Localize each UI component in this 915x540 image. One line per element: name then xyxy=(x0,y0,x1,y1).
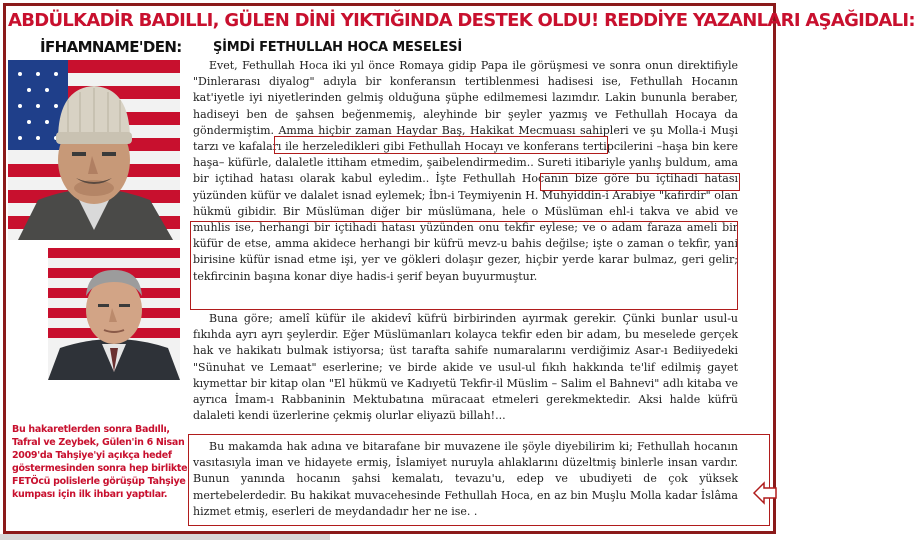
portrait-photo-gulen xyxy=(48,248,180,380)
headline: ABDÜLKADİR BADILLI, GÜLEN DİNİ YIKTIĞINDA DESTEK OLDU! REDDİYE YAZANLARI AŞAĞIDALI: xyxy=(8,10,915,31)
bottom-strip xyxy=(0,534,330,540)
article-paragraph-2 xyxy=(193,311,738,424)
paragraph-text: Evet, Fethullah Hoca iki yıl önce Romaya gidip Papa ile görüşmesi ve sonra onun direktifiyle "Dinlerarası diyalog" adıyla bir konferansın tertiblenmesi hadisesi ise, Fethullah Hocanın kat'iyetle iyi niyetlerinden gelmiş olduğuna şüphe edilmemesi lazımdır. Lakin bununla beraber, hadiseyi ben de şahsen beğenmemiş, aleyhinde bir şeyler yazmış ve Fethullah Hocaya da göndermiştim. Amma hiçbir zaman Haydar Baş, Hakikat Mecmuası sahipleri ve şu Molla-i Muşi tarzı ve kafaları ile herzeledikleri gibi Fethullah Hocayı ve konferans tertipcilerini –haşa bin kere haşa– küfürle, dalaletle ittiham etmedim, şaibelendirmedim.. Sureti itibariyle yanlış buldum, ama bir içtihad hatası olarak kabul eyledim.. İşte Fethullah Hocanın bize göre bu içtihadi hatası yüzünden küfür ve dalalet isnad eylemek; İbn-i Teymiyenin H. Muhyiddin-i Arabiye "kafirdir" olan hükmü gibidir. Bir Müslüman diğer bir müslümana, hele o Müslüman ehl-i takva ve abid ve muhlis ise, herhangi bir içtihadi hatası yüzünden onu tekfir eylese; ve o adam faraza ameli bir küfür de etse, amma akidece herhangi bir küfrü mevz-u bahis değilse; işte o zaman o tekfir, yani birisine küfür isnad etme işi, yer ve gökleri dolaşır gezer, hiçbir yerde karar bulmaz, geri gelir; tekfircinin başına konar diye hadis-i şerif beyan buyurmuştur. xyxy=(193,59,738,283)
paragraph-text: Buna göre; amelî küfür ile akidevî küfrü birbirinden ayırmak gerekir. Çünki bunlar usul-u fıkıhda ayrı ayrı şeylerdir. Eğer Müslümanları kolayca tekfir eden bir adam, bu meselede gerçek hak ve hakikatı bulmak istiyorsa; üst tarafta sahife numaralarını verdiğimiz Asar-ı Bediiyedeki "Sünuhat ve Lemaat" eserlerine; ve birde akide ve usul-ul fıkıh hakkında te'lif edilmiş gayet kıymettar bir kitap olan "El hükmü ve Kadıyetü Tekfir-il Müslim – Salim el Bahnevi" adlı kitaba ve ayrıca İmam-ı Rabbaninin Mektubatına müracaat etmeleri gerekmektedir. Aksi halde küfrü dalaleti kendi üzerlerine çekmiş olurlar eliyazü billah!... xyxy=(193,312,738,423)
article-paragraph-1 xyxy=(193,58,738,285)
paragraph-text: Bu makamda hak adına ve bitarafane bir muvazene ile şöyle diyebilirim ki; Fethullah hocanın vasıtasıyla iman ve hidayete ermiş, İslamiyet nuruyla ahlaklarını düzeltmiş binlerle insan vardır. Bunun yanında hocanın şahsi kemalatı, tevazu'u, edep ve ubudiyeti de çok yüksek mertebelerdedir. Bu hakikat muvacehesinde Fethullah Hoca, en az bin Muşlu Molla kadar İslâma hizmet etmiş, eserleri de meydandadır her ne ise. . xyxy=(193,440,738,518)
portrait-image-gulen xyxy=(48,248,180,380)
portrait-photo-badilli xyxy=(8,60,180,240)
photo-caption: Bu hakaretlerden sonra Badıllı, Tafral ve Zeybek, Gülen'in 6 Nisan 2009'da Tahşiye'yi açıkça hedef göstermesinden sonra hep birlikte FETÖcü polislerle görüşüp Tahşiye kumpası için ilk ihbarı yaptılar. xyxy=(12,424,188,500)
source-label: İFHAMNAME'DEN: xyxy=(40,38,182,56)
article-subheading: ŞİMDİ FETHULLAH HOCA MESELESİ xyxy=(213,40,463,55)
left-arrow-icon xyxy=(752,480,778,506)
portrait-image-badilli xyxy=(8,60,180,240)
highlight-conclusion-box xyxy=(188,434,770,526)
